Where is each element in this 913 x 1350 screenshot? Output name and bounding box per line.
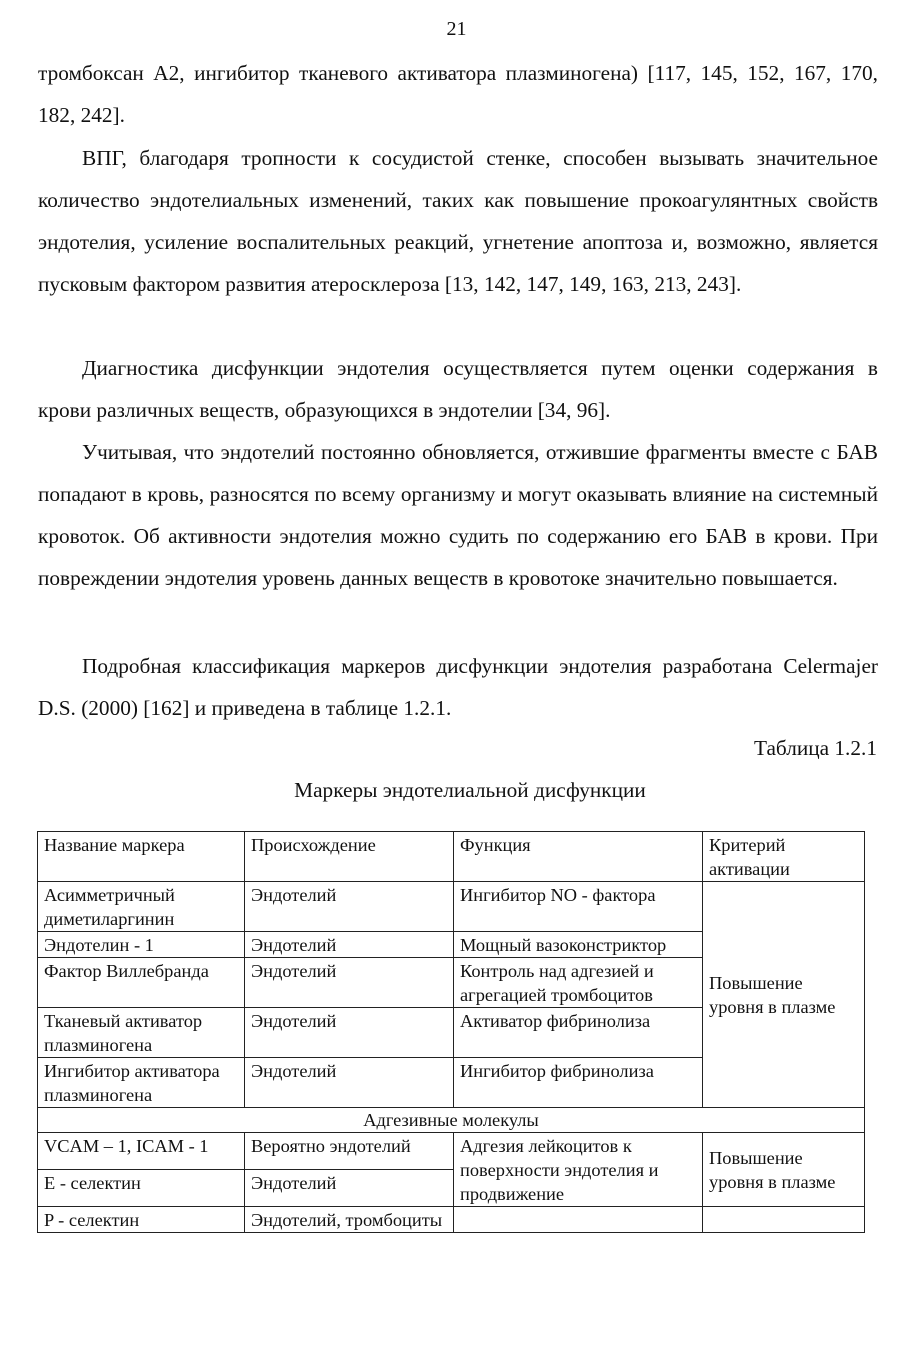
- paragraph-text: Диагностика дисфункции эндотелия осуществляется путем оценки содержания в крови различных веществ, образующихся в эндотелии [34, 96].: [38, 356, 878, 422]
- table-row: [38, 882, 865, 932]
- cell-marker-name: Ингибитор активатора плазминогена: [38, 1058, 245, 1108]
- cell-origin: Эндотелий: [245, 958, 454, 1008]
- cell-origin: Эндотелий: [245, 1008, 454, 1058]
- table-header-row: [38, 832, 865, 882]
- cell-marker-name: Асимметричный диметиларгинин: [38, 882, 245, 932]
- paragraph-text: Подробная классификация маркеров дисфункции эндотелия разработана Celermajer D.S. (2000) [162] и приведена в таблице 1.2.1.: [38, 654, 878, 720]
- cell-marker-name: Эндотелин - 1: [38, 932, 245, 958]
- cell-marker-name: Фактор Виллебранда: [38, 958, 245, 1008]
- section-title-adhesion-molecules: Адгезивные молекулы: [38, 1108, 865, 1133]
- cell-origin: Эндотелий: [245, 882, 454, 932]
- table-row: [38, 1133, 865, 1170]
- cell-origin: Эндотелий: [245, 932, 454, 958]
- cell-function: Контроль над адгезией и агрегацией тромбоцитов: [454, 958, 703, 1008]
- page-number: 21: [446, 18, 467, 40]
- cell-function: Активатор фибринолиза: [454, 1008, 703, 1058]
- cell-criterion-group2: Повышение уровня в плазме: [703, 1133, 865, 1207]
- cell-function: Мощный вазоконстриктор: [454, 932, 703, 958]
- header-origin: Происхождение: [245, 832, 454, 882]
- cell-marker-name: P - селектин: [38, 1207, 245, 1233]
- table-caption: Маркеры эндотелиальной дисфункции: [294, 778, 646, 802]
- header-function: Функция: [454, 832, 703, 882]
- cell-function-group2: Адгезия лейкоцитов к поверхности эндотелия и продвижение: [454, 1133, 703, 1207]
- cell-origin: Вероятно эндотелий: [245, 1133, 454, 1170]
- cell-marker-name: Тканевый активатор плазминогена: [38, 1008, 245, 1058]
- paragraph-text: Учитывая, что эндотелий постоянно обновляется, отжившие фрагменты вместе с БАВ попадают в кровь, разносятся по всему организму и могут оказывать влияние на системный кровоток. Об активности эндотелия можно судить по содержанию его БАВ в крови. При повреждении эндотелия уровень данных веществ в кровотоке значительно повышается.: [38, 440, 878, 590]
- cell-marker-name: VCAM – 1, ICAM - 1: [38, 1133, 245, 1170]
- cell-marker-name: E - селектин: [38, 1170, 245, 1207]
- cell-empty: [454, 1207, 703, 1233]
- table-label: Таблица 1.2.1: [753, 736, 877, 760]
- cell-origin: Эндотелий: [245, 1058, 454, 1108]
- cell-function: Ингибитор фибринолиза: [454, 1058, 703, 1108]
- paragraph-text: тромбоксан А2, ингибитор тканевого активатора плазминогена) [117, 145, 152, 167, 170, 182, 242].: [38, 61, 878, 127]
- header-activation-criterion: Критерий активации: [703, 832, 865, 882]
- cell-function: Ингибитор NO - фактора: [454, 882, 703, 932]
- paragraph-endothelium-renewal: [38, 431, 878, 599]
- table-section-row: [38, 1108, 865, 1133]
- cell-origin: Эндотелий, тромбоциты: [245, 1207, 454, 1233]
- paragraph-diagnostics: [38, 347, 878, 431]
- table-row: [38, 1207, 865, 1233]
- paragraph-text: ВПГ, благодаря тропности к сосудистой стенке, способен вызывать значительное количество эндотелиальных изменений, таких как повышение прокоагулянтных свойств эндотелия, усиление воспалительных реакций, угнетение апоптоза и, возможно, является пусковым фактором развития атеросклероза [13, 142, 147, 149, 163, 213, 243].: [38, 146, 878, 296]
- paragraph-classification: [38, 645, 878, 729]
- cell-criterion-group1: Повышение уровня в плазме: [703, 882, 865, 1108]
- cell-origin: Эндотелий: [245, 1170, 454, 1207]
- paragraph-vpg: [38, 137, 878, 305]
- header-marker-name: Название маркера: [38, 832, 245, 882]
- paragraph-continuation: [38, 52, 878, 136]
- markers-table: [37, 831, 865, 1233]
- cell-empty: [703, 1207, 865, 1233]
